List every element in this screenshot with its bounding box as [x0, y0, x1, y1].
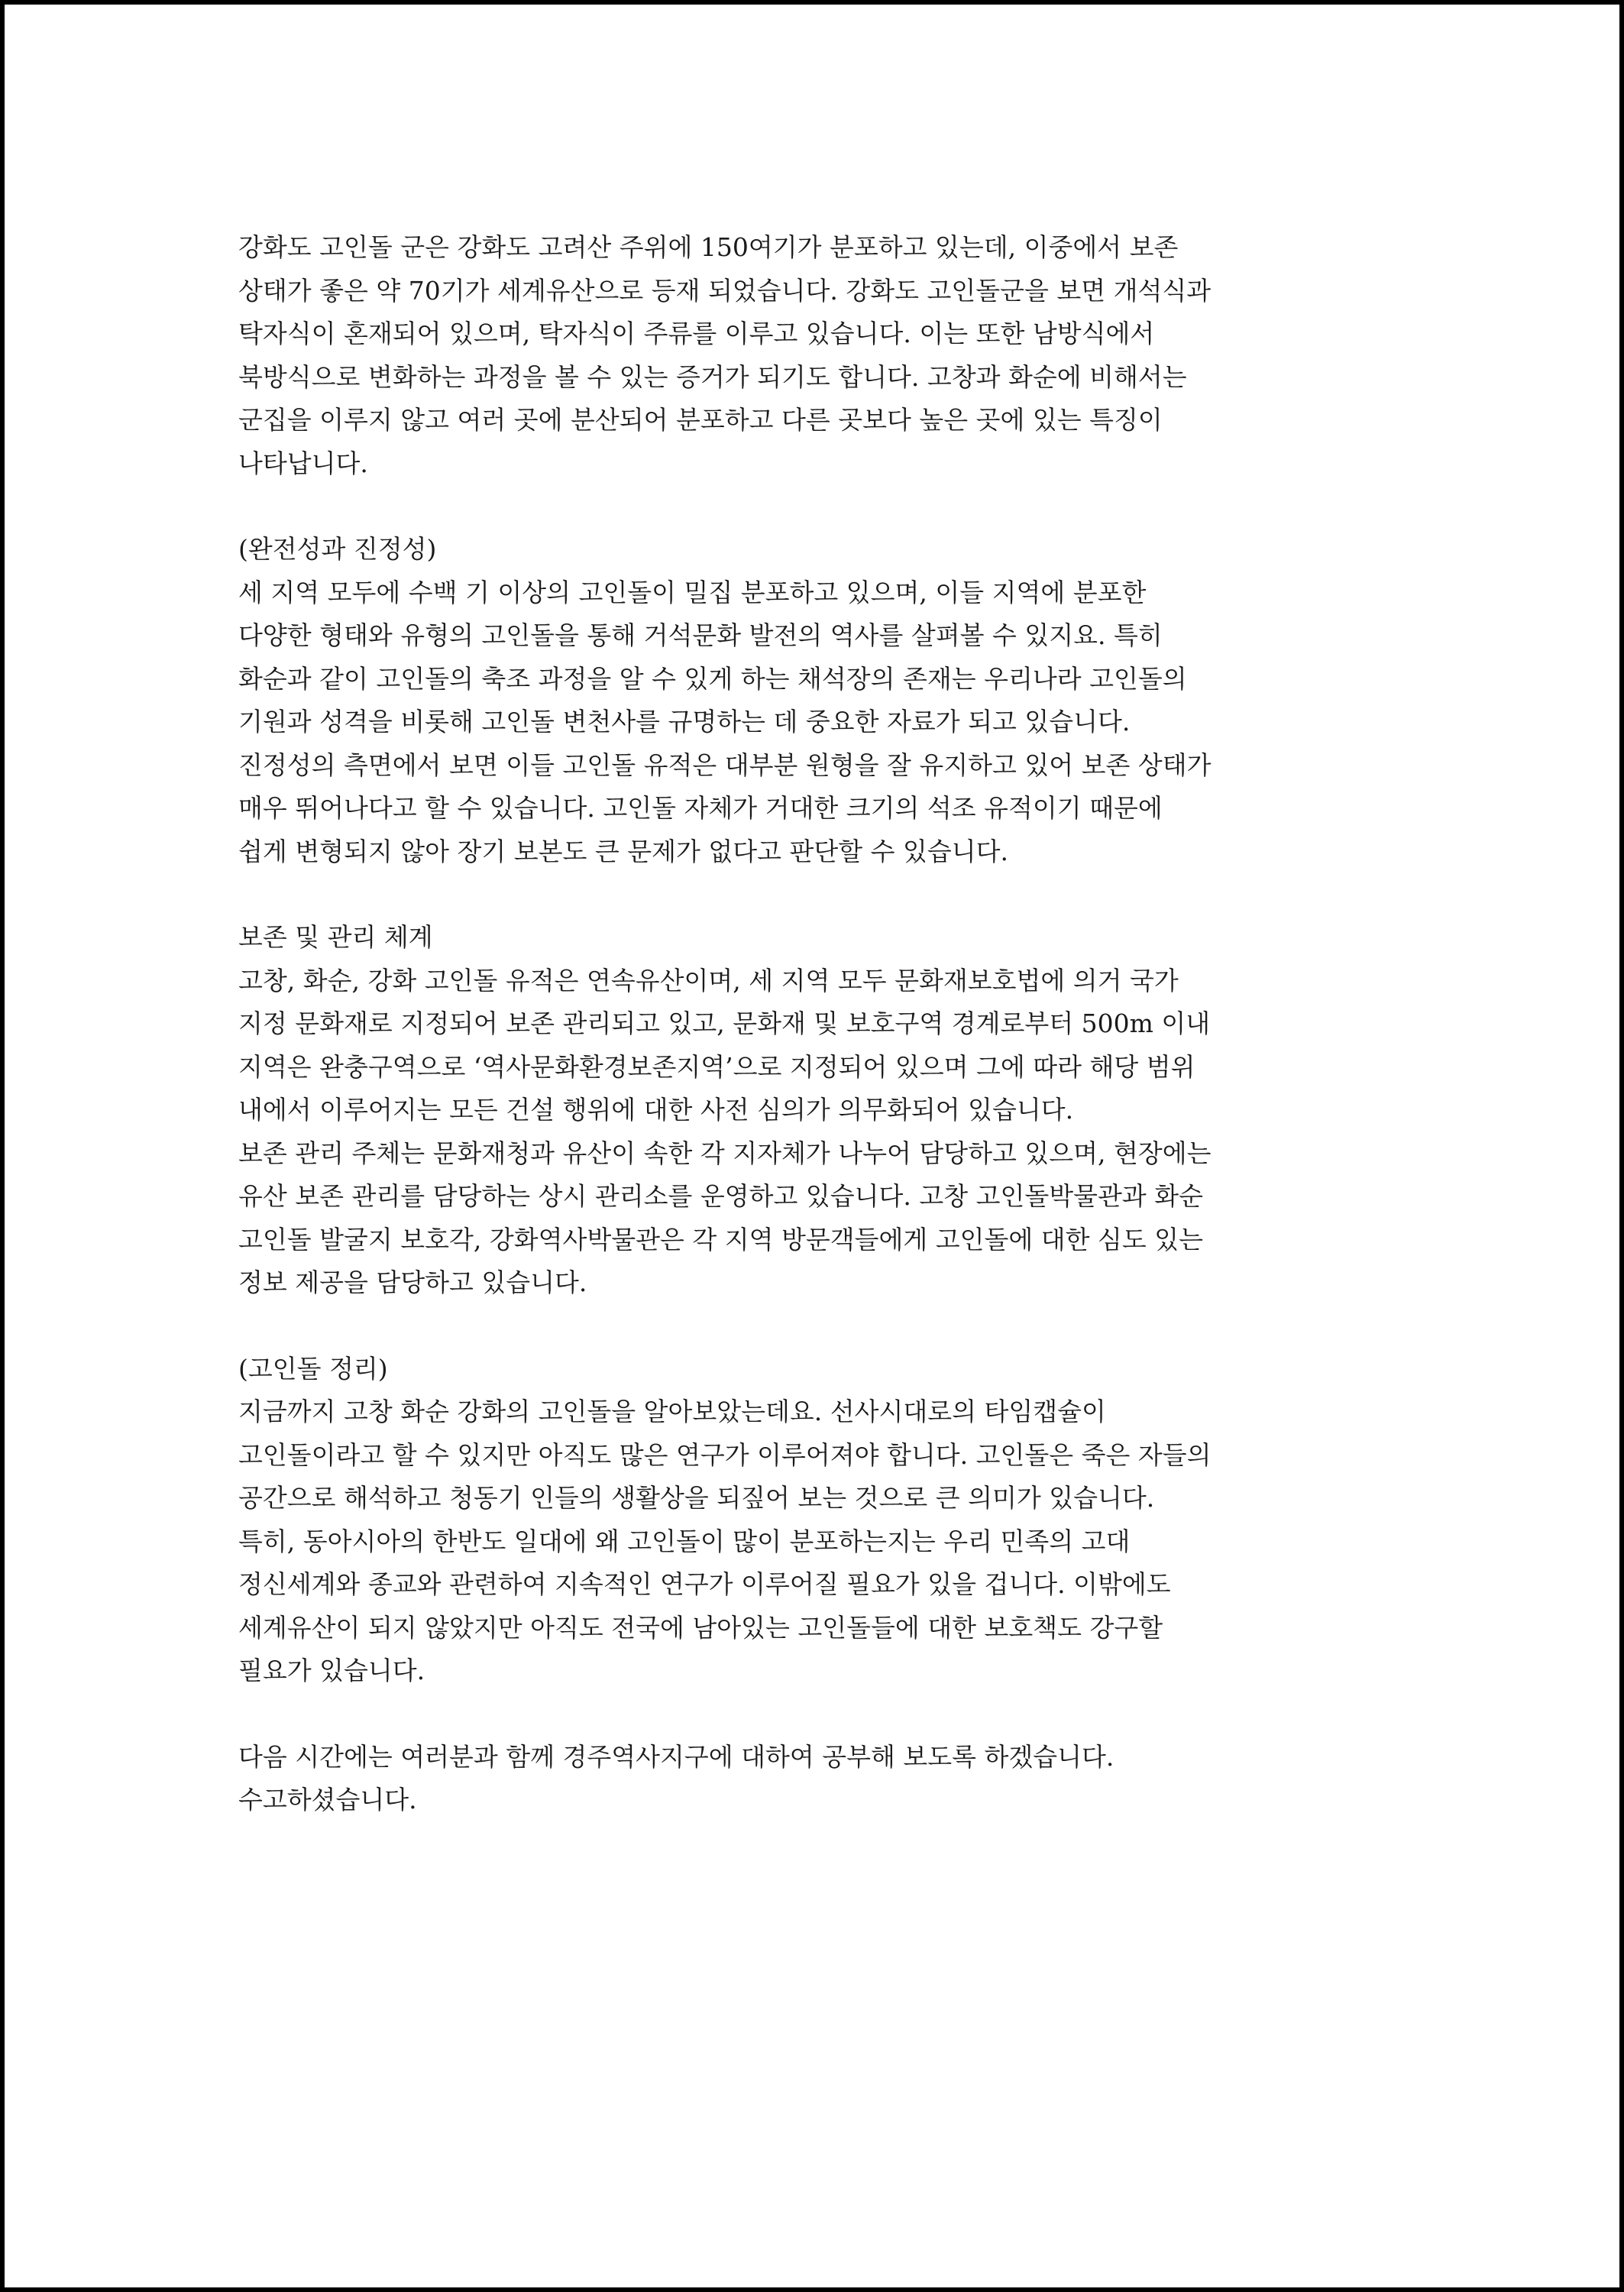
- text-line: 내에서 이루어지는 모든 건설 행위에 대한 사전 심의가 의무화되어 있습니다.: [238, 1095, 1074, 1125]
- text-line: 다양한 형태와 유형의 고인돌을 통해 거석문화 발전의 역사를 살펴볼 수 있지요. 특히: [238, 620, 1163, 650]
- text-line: 강화도 고인돌 군은 강화도 고려산 주위에 150여기가 분포하고 있는데, 이중에서 보존: [238, 232, 1179, 262]
- section-heading: (완전성과 진정성): [238, 534, 437, 564]
- closing-paragraph: [238, 1736, 1399, 1822]
- text-line: 화순과 같이 고인돌의 축조 과정을 알 수 있게 하는 채석장의 존재는 우리나라 고인돌의: [238, 663, 1187, 694]
- text-line: 쉽게 변형되지 않아 장기 보본도 큰 문제가 없다고 판단할 수 있습니다.: [238, 836, 1008, 866]
- text-line: 탁자식이 혼재되어 있으며, 탁자식이 주류를 이루고 있습니다. 이는 또한 남방식에서: [238, 319, 1155, 348]
- text-line: 군집을 이루지 않고 여러 곳에 분산되어 분포하고 다른 곳보다 높은 곳에 있는 특징이: [238, 405, 1163, 435]
- text-line: 지역은 완충구역으로 ‘역사문화환경보존지역’으로 지정되어 있으며 그에 따라 해당 범위: [238, 1051, 1195, 1082]
- text-line: 상태가 좋은 약 70기가 세계유산으로 등재 되었습니다. 강화도 고인돌군을 보면 개석식과: [238, 275, 1212, 306]
- text-line: 수고하셨습니다.: [238, 1785, 417, 1814]
- text-line: 정신세계와 종교와 관련하여 지속적인 연구가 이루어질 필요가 있을 겁니다. 이밖에도: [238, 1569, 1171, 1599]
- section-heading: 보존 및 관리 체계: [238, 922, 433, 952]
- text-line: 유산 보존 관리를 담당하는 상시 관리소를 운영하고 있습니다. 고창 고인돌박물관과 화순: [238, 1181, 1203, 1211]
- text-line: 정보 제공을 담당하고 있습니다.: [238, 1267, 587, 1297]
- text-line: 고인돌 발굴지 보호각, 강화역사박물관은 각 지역 방문객들에게 고인돌에 대한 심도 있는: [238, 1224, 1203, 1254]
- paragraph-gap: [238, 1305, 1399, 1348]
- text-line: 필요가 있습니다.: [238, 1656, 425, 1685]
- section-preservation: [238, 916, 1399, 1305]
- text-line: 고인돌이라고 할 수 있지만 아직도 많은 연구가 이루어져야 합니다. 고인돌은 죽은 자들의: [238, 1439, 1212, 1470]
- paragraph-gap: [238, 485, 1399, 528]
- text-line: 공간으로 해석하고 청동기 인들의 생활상을 되짚어 보는 것으로 큰 의미가 있습니다.: [238, 1483, 1155, 1513]
- text-line: 고창, 화순, 강화 고인돌 유적은 연속유산이며, 세 지역 모두 문화재보호법에 의거 국가: [238, 965, 1179, 995]
- text-line: 특히, 동아시아의 한반도 일대에 왜 고인돌이 많이 분포하는지는 우리 민족의 고대: [238, 1526, 1131, 1556]
- paragraph-gap: [238, 1693, 1399, 1736]
- section-summary: [238, 1348, 1399, 1693]
- text-line: 진정성의 측면에서 보면 이들 고인돌 유적은 대부분 원형을 잘 유지하고 있어 보존 상태가: [238, 749, 1212, 780]
- text-line: 나타납니다.: [238, 448, 368, 478]
- paragraph-gap: [238, 873, 1399, 916]
- text-line: 세계유산이 되지 않았지만 아직도 전국에 남아있는 고인돌들에 대한 보호책도 강구할: [238, 1612, 1163, 1643]
- text-line: 기원과 성격을 비롯해 고인돌 변천사를 규명하는 데 중요한 자료가 되고 있습니다.: [238, 707, 1131, 736]
- document-body: [238, 226, 1399, 1822]
- text-line: 세 지역 모두에 수백 기 이상의 고인돌이 밀집 분포하고 있으며, 이들 지역에 분포한: [238, 577, 1147, 607]
- text-line: 매우 뛰어나다고 할 수 있습니다. 고인돌 자체가 거대한 크기의 석조 유적이기 때문에: [238, 793, 1163, 823]
- text-line: 지정 문화재로 지정되어 보존 관리되고 있고, 문화재 및 보호구역 경계로부터 500m 이내: [238, 1008, 1211, 1038]
- section-integrity: [238, 528, 1399, 873]
- section-heading: (고인돌 정리): [238, 1353, 388, 1384]
- text-line: 지금까지 고창 화순 강화의 고인돌을 알아보았는데요. 선사시대로의 타임캡슐이: [238, 1397, 1106, 1426]
- text-line: 북방식으로 변화하는 과정을 볼 수 있는 증거가 되기도 합니다. 고창과 화순에 비해서는: [238, 361, 1187, 392]
- text-line: 다음 시간에는 여러분과 함께 경주역사지구에 대하여 공부해 보도록 하겠습니다.: [238, 1741, 1114, 1772]
- text-line: 보존 관리 주체는 문화재청과 유산이 속한 각 지자체가 나누어 담당하고 있으며, 현장에는: [238, 1138, 1212, 1168]
- intro-paragraph: [238, 226, 1399, 485]
